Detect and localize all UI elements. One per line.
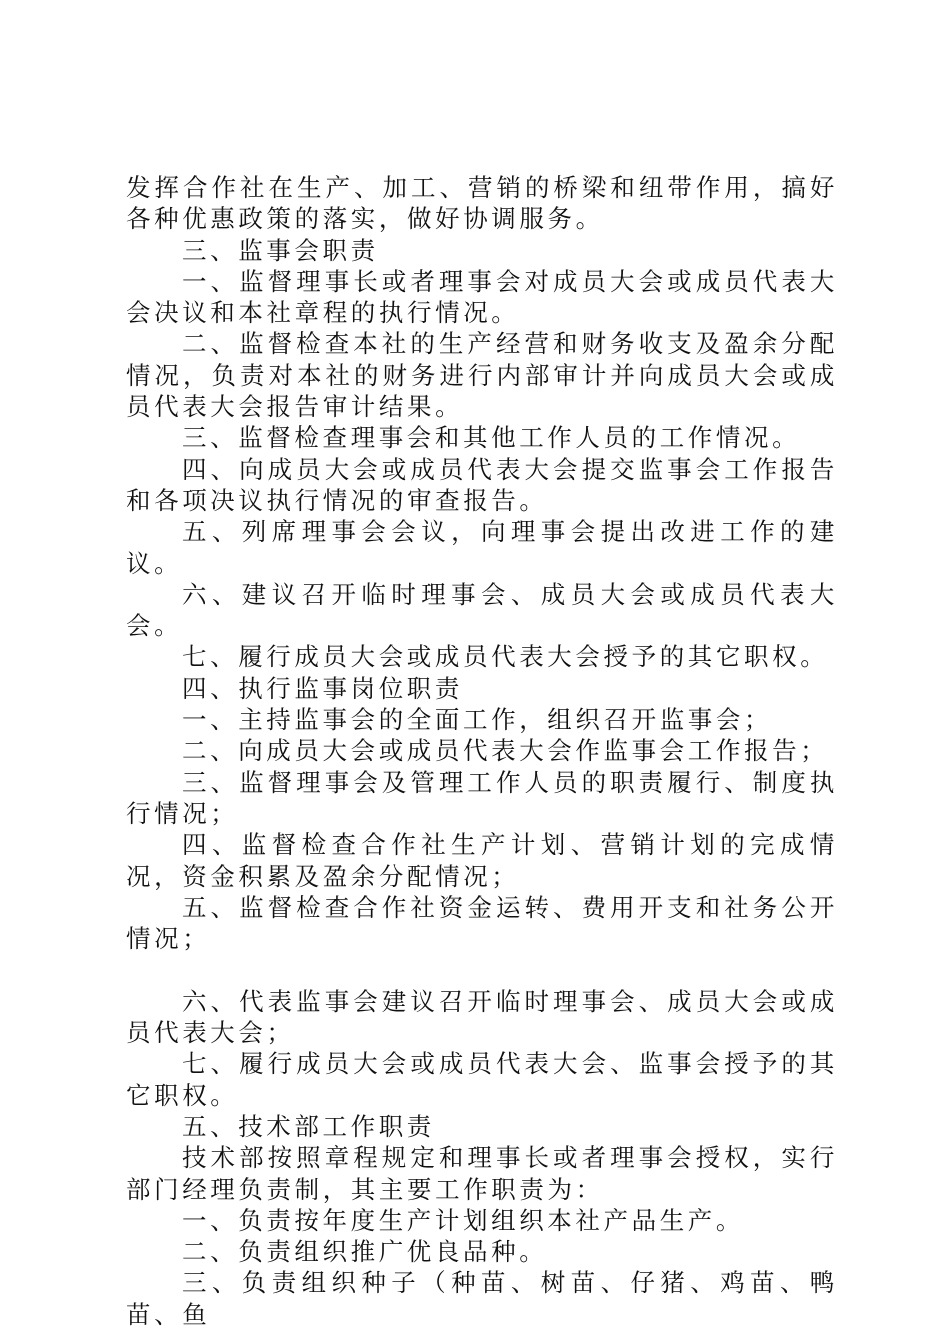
paragraph: 技术部按照章程规定和理事长或者理事会授权，实行部门经理负责制，其主要工作职责为： (126, 1143, 838, 1204)
paragraph: 五、监督检查合作社资金运转、费用开支和社务公开情况； (126, 892, 838, 954)
section-heading-executive-supervisor-duties: 四、执行监事岗位职责 (182, 673, 463, 703)
paragraph: 二、监督检查本社的生产经营和财务收支及盈余分配情况，负责对本社的财务进行内部审计并向成员大会或成员代表大会报告审计结果。 (126, 329, 838, 422)
paragraph: 一、负责按年度生产计划组织本社产品生产。 (182, 1205, 744, 1235)
section-heading-supervisory-board-duties: 三、监事会职责 (182, 235, 379, 265)
paragraph: 七、履行成员大会或成员代表大会、监事会授予的其它职权。 (126, 1049, 838, 1110)
paragraph: 三、负责组织种子（种苗、树苗、仔猪、鸡苗、鸭苗、鱼 (126, 1268, 838, 1329)
paragraph: 六、代表监事会建议召开临时理事会、成员大会或成员代表大会； (126, 986, 838, 1048)
document-body (126, 172, 838, 1330)
paragraph: 一、主持监事会的全面工作，组织召开监事会； (182, 705, 773, 735)
paragraph: 六、建议召开临时理事会、成员大会或成员代表大会。 (126, 579, 838, 641)
blank-line (126, 954, 838, 985)
paragraph: 一、监督理事长或者理事会对成员大会或成员代表大会决议和本社章程的执行情况。 (126, 266, 838, 328)
section-heading-technical-department-duties: 五、技术部工作职责 (182, 1111, 435, 1141)
paragraph: 三、监督检查理事会和其他工作人员的工作情况。 (182, 423, 801, 453)
paragraph: 七、履行成员大会或成员代表大会授予的其它职权。 (182, 642, 829, 672)
paragraph: 四、向成员大会或成员代表大会提交监事会工作报告和各项决议执行情况的审查报告。 (126, 454, 838, 515)
paragraph: 二、负责组织推广优良品种。 (182, 1237, 548, 1267)
paragraph: 三、监督理事会及管理工作人员的职责履行、制度执行情况； (126, 767, 838, 828)
paragraph: 五、列席理事会会议，向理事会提出改进工作的建议。 (126, 517, 838, 578)
paragraph: 二、向成员大会或成员代表大会作监事会工作报告； (182, 736, 829, 766)
paragraph-continuation: 发挥合作社在生产、加工、营销的桥梁和纽带作用，搞好各种优惠政策的落实，做好协调服务。 (126, 173, 838, 234)
paragraph: 四、监督检查合作社生产计划、营销计划的完成情况，资金积累及盈余分配情况； (126, 830, 838, 891)
